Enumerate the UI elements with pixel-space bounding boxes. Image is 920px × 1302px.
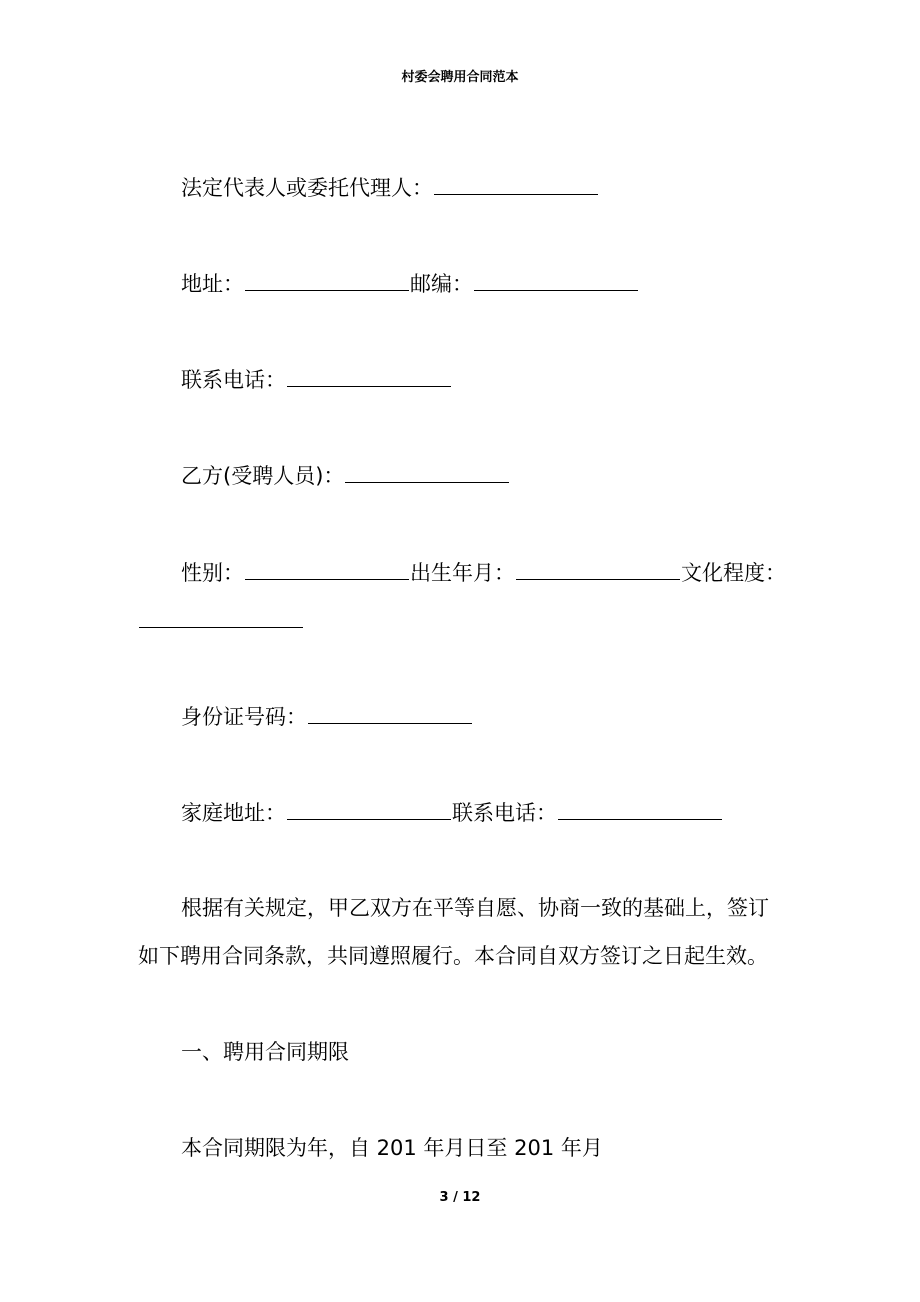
address-label: 地址： (181, 272, 244, 296)
education-blank-line (138, 605, 798, 636)
birth-label: 出生年月： (410, 561, 515, 585)
contact-phone-label: 联系电话： (452, 801, 557, 825)
postcode-blank (474, 268, 638, 291)
education-blank (139, 605, 303, 628)
home-address-label: 家庭地址： (181, 801, 286, 825)
gender-birth-education-line (181, 557, 841, 588)
term-text-line: 本合同期限为年，自 201 年月日至 201 年月 (181, 1136, 603, 1160)
id-number-blank (308, 701, 472, 724)
page-header-title: 村委会聘用合同范本 (401, 70, 519, 85)
address-line (181, 268, 841, 299)
party-b-blank (345, 460, 509, 483)
phone-line (181, 364, 841, 395)
home-address-line (181, 797, 841, 828)
id-number-label: 身份证号码： (181, 705, 307, 729)
postcode-label: 邮编： (410, 272, 473, 296)
legal-rep-label: 法定代表人或委托代理人： (181, 176, 433, 200)
home-address-blank (287, 797, 451, 820)
section-1-heading: 一、聘用合同期限 (181, 1040, 349, 1064)
intro-paragraph-line-1: 根据有关规定，甲乙双方在平等自愿、协商一致的基础上，签订 (181, 896, 769, 920)
id-number-line (181, 701, 841, 732)
party-b-line (181, 460, 841, 491)
gender-label: 性别： (181, 561, 244, 585)
education-label: 文化程度： (681, 561, 786, 585)
party-b-label: 乙方(受聘人员)： (181, 464, 345, 488)
page-number: 3 / 12 (439, 1190, 481, 1205)
contact-phone-blank (558, 797, 722, 820)
legal-rep-blank (434, 172, 598, 195)
legal-rep-line (181, 172, 841, 203)
phone-blank (287, 364, 451, 387)
birth-blank (516, 557, 680, 580)
gender-blank (245, 557, 409, 580)
intro-paragraph-line-2: 如下聘用合同条款，共同遵照履行。本合同自双方签订之日起生效。 (138, 944, 768, 968)
address-blank (245, 268, 409, 291)
phone-label: 联系电话： (181, 368, 286, 392)
